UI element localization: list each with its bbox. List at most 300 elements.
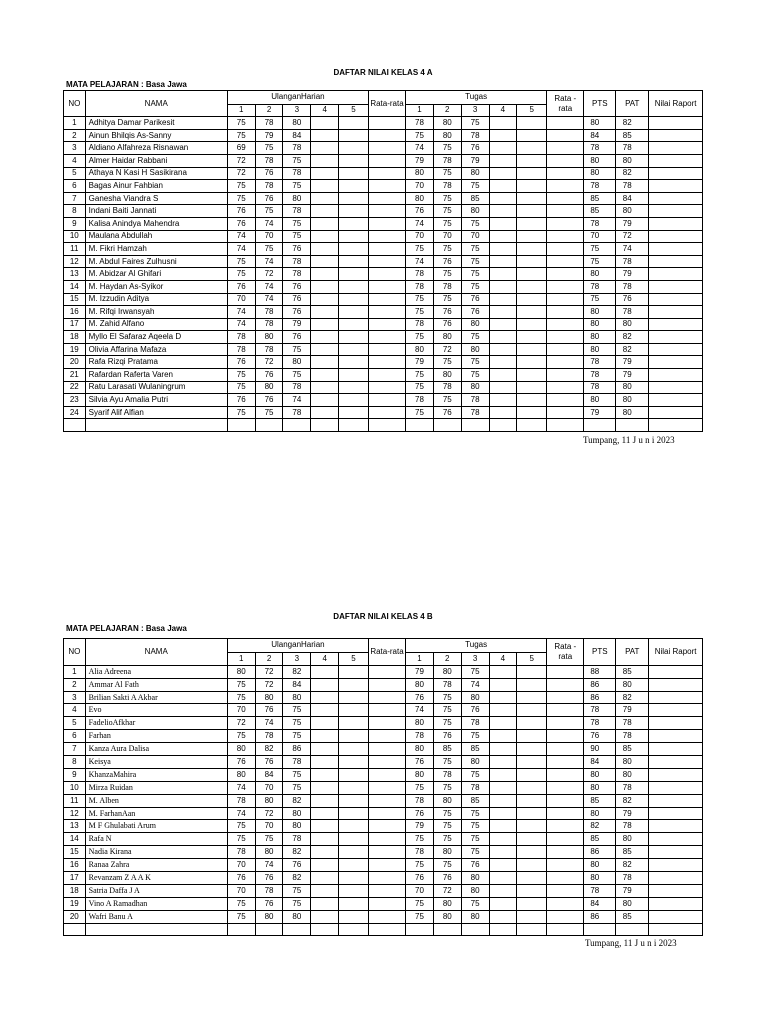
ulangan-empty (339, 268, 369, 281)
grade-table (63, 638, 703, 936)
tugas-score: 75 (461, 820, 489, 833)
ulangan-empty (339, 910, 369, 923)
rata-rata-ulangan (368, 217, 405, 230)
pat-score: 78 (616, 255, 649, 268)
rata-rata-tugas (547, 743, 584, 756)
rata-rata-tugas (547, 717, 584, 730)
nilai-raport (649, 756, 703, 769)
tugas-score: 75 (461, 369, 489, 382)
rata-rata-tugas (547, 794, 584, 807)
tugas-score: 75 (406, 129, 434, 142)
student-name: M. Izzudin Aditya (85, 293, 227, 306)
tugas-score: 75 (433, 807, 461, 820)
rata-rata-tugas (547, 192, 584, 205)
student-name: Rafa Rizqi Pratama (85, 356, 227, 369)
ulangan-empty (339, 142, 369, 155)
pat-score: 78 (616, 142, 649, 155)
header-tugas-2: 2 (433, 652, 461, 665)
rata-rata-ulangan (368, 117, 405, 130)
rata-rata-ulangan (368, 820, 405, 833)
tugas-score: 75 (461, 730, 489, 743)
rata-rata-ulangan (368, 781, 405, 794)
nilai-raport (649, 154, 703, 167)
rata-rata-ulangan (368, 846, 405, 859)
header-tugas-1: 1 (406, 104, 434, 117)
nilai-raport (649, 846, 703, 859)
tugas-empty (489, 154, 517, 167)
table-row (64, 691, 703, 704)
rata-rata-tugas (547, 243, 584, 256)
table-row (64, 704, 703, 717)
tugas-score: 75 (461, 243, 489, 256)
ulangan-score: 75 (227, 369, 255, 382)
tugas-score: 80 (461, 691, 489, 704)
tugas-score: 76 (406, 756, 434, 769)
tugas-empty (489, 255, 517, 268)
tugas-score: 75 (461, 117, 489, 130)
student-name: KhanzaMahira (85, 768, 227, 781)
tugas-score: 85 (461, 192, 489, 205)
tugas-score: 78 (461, 717, 489, 730)
pts-score: 78 (584, 704, 616, 717)
student-name: Revanzam Z A A K (85, 872, 227, 885)
pts-score: 86 (584, 691, 616, 704)
student-name: Olivia Affarina Mafaza (85, 343, 227, 356)
table-row (64, 343, 703, 356)
empty-cell (433, 419, 461, 432)
nilai-raport (649, 691, 703, 704)
rata-rata-tugas (547, 897, 584, 910)
table-row (64, 743, 703, 756)
rata-rata-tugas (547, 369, 584, 382)
header-nama: NAMA (85, 639, 227, 666)
ulangan-score: 75 (283, 230, 311, 243)
ulangan-score: 75 (283, 343, 311, 356)
tugas-empty (517, 678, 547, 691)
tugas-score: 75 (406, 781, 434, 794)
pts-score: 82 (584, 820, 616, 833)
header-nilai-raport: Nilai Raport (649, 91, 703, 117)
ulangan-score: 80 (255, 331, 283, 344)
pts-score: 85 (584, 794, 616, 807)
ulangan-empty (339, 704, 369, 717)
ulangan-empty (311, 794, 339, 807)
ulangan-score: 75 (227, 381, 255, 394)
rata-rata-tugas (547, 230, 584, 243)
tugas-empty (517, 268, 547, 281)
tugas-empty (489, 192, 517, 205)
tugas-score: 75 (406, 331, 434, 344)
empty-cell (616, 923, 649, 936)
tugas-empty (517, 859, 547, 872)
tugas-score: 75 (433, 217, 461, 230)
ulangan-empty (311, 820, 339, 833)
header-ulangan-4: 4 (311, 104, 339, 117)
ulangan-empty (311, 394, 339, 407)
row-number: 7 (64, 192, 86, 205)
ulangan-score: 78 (255, 884, 283, 897)
tugas-score: 79 (461, 154, 489, 167)
ulangan-empty (339, 192, 369, 205)
header-tugas-4: 4 (489, 104, 517, 117)
ulangan-score: 70 (255, 230, 283, 243)
pts-score: 80 (584, 154, 616, 167)
rata-rata-ulangan (368, 768, 405, 781)
rata-rata-tugas (547, 129, 584, 142)
pts-score: 80 (584, 859, 616, 872)
student-name: Farhan (85, 730, 227, 743)
tugas-empty (517, 255, 547, 268)
ulangan-empty (311, 859, 339, 872)
ulangan-empty (311, 807, 339, 820)
rata-rata-ulangan (368, 730, 405, 743)
row-number: 20 (64, 356, 86, 369)
ulangan-score: 74 (255, 717, 283, 730)
row-number: 20 (64, 910, 86, 923)
ulangan-score: 78 (255, 343, 283, 356)
ulangan-score: 74 (227, 807, 255, 820)
rata-rata-tugas (547, 884, 584, 897)
tugas-empty (517, 280, 547, 293)
tugas-score: 75 (433, 167, 461, 180)
rata-rata-tugas (547, 394, 584, 407)
student-name: Ranaa Zahra (85, 859, 227, 872)
tugas-score: 75 (433, 717, 461, 730)
tugas-score: 76 (461, 142, 489, 155)
grade-table (63, 90, 703, 432)
empty-cell (649, 923, 703, 936)
rata-rata-tugas (547, 820, 584, 833)
rata-rata-tugas (547, 406, 584, 419)
pts-score: 70 (584, 230, 616, 243)
ulangan-score: 82 (283, 846, 311, 859)
ulangan-score: 75 (227, 129, 255, 142)
tugas-empty (489, 343, 517, 356)
table-row (64, 293, 703, 306)
ulangan-empty (311, 180, 339, 193)
pat-score: 80 (616, 897, 649, 910)
nilai-raport (649, 280, 703, 293)
ulangan-empty (339, 167, 369, 180)
ulangan-score: 82 (283, 872, 311, 885)
table-row (64, 807, 703, 820)
tugas-empty (517, 781, 547, 794)
ulangan-score: 80 (283, 356, 311, 369)
table-row (64, 794, 703, 807)
table-row (64, 394, 703, 407)
tugas-empty (517, 230, 547, 243)
ulangan-score: 76 (283, 306, 311, 319)
tugas-score: 75 (406, 381, 434, 394)
pts-score: 85 (584, 192, 616, 205)
ulangan-score: 78 (227, 331, 255, 344)
ulangan-score: 78 (283, 167, 311, 180)
ulangan-score: 76 (255, 192, 283, 205)
tugas-score: 75 (461, 331, 489, 344)
rata-rata-ulangan (368, 743, 405, 756)
pts-score: 80 (584, 306, 616, 319)
row-number: 11 (64, 794, 86, 807)
nilai-raport (649, 331, 703, 344)
ulangan-score: 80 (255, 381, 283, 394)
tugas-empty (517, 381, 547, 394)
ulangan-score: 78 (283, 406, 311, 419)
row-number: 22 (64, 381, 86, 394)
student-name: Ganesha Viandra S (85, 192, 227, 205)
rata-rata-tugas (547, 768, 584, 781)
ulangan-score: 78 (283, 205, 311, 218)
empty-cell (368, 419, 405, 432)
ulangan-score: 75 (283, 154, 311, 167)
rata-rata-ulangan (368, 394, 405, 407)
ulangan-score: 75 (227, 910, 255, 923)
tugas-score: 72 (433, 884, 461, 897)
row-number: 2 (64, 129, 86, 142)
ulangan-score: 74 (227, 781, 255, 794)
header-pts: PTS (584, 639, 616, 666)
rata-rata-ulangan (368, 180, 405, 193)
pts-score: 86 (584, 910, 616, 923)
ulangan-score: 74 (227, 318, 255, 331)
empty-cell (311, 923, 339, 936)
tugas-score: 75 (406, 897, 434, 910)
tugas-score: 80 (433, 117, 461, 130)
row-number: 13 (64, 268, 86, 281)
tugas-empty (489, 743, 517, 756)
ulangan-score: 75 (227, 255, 255, 268)
ulangan-score: 75 (283, 704, 311, 717)
tugas-empty (489, 331, 517, 344)
tugas-score: 80 (433, 897, 461, 910)
empty-cell (368, 923, 405, 936)
ulangan-score: 72 (255, 665, 283, 678)
ulangan-score: 74 (255, 280, 283, 293)
row-number: 5 (64, 167, 86, 180)
ulangan-score: 75 (283, 897, 311, 910)
ulangan-empty (339, 318, 369, 331)
tugas-score: 76 (406, 205, 434, 218)
tugas-score: 80 (461, 343, 489, 356)
tugas-score: 70 (406, 884, 434, 897)
pat-score: 79 (616, 268, 649, 281)
pts-score: 78 (584, 217, 616, 230)
tugas-empty (517, 807, 547, 820)
header-ulangan-1: 1 (227, 652, 255, 665)
nilai-raport (649, 293, 703, 306)
tugas-empty (517, 897, 547, 910)
ulangan-empty (311, 154, 339, 167)
rata-rata-tugas (547, 730, 584, 743)
tugas-score: 80 (433, 129, 461, 142)
tugas-score: 76 (433, 730, 461, 743)
header-ulangan-1: 1 (227, 104, 255, 117)
tugas-score: 75 (433, 781, 461, 794)
tugas-score: 75 (433, 691, 461, 704)
empty-cell (461, 923, 489, 936)
ulangan-score: 70 (227, 293, 255, 306)
student-name: Silvia Ayu Amalia Putri (85, 394, 227, 407)
ulangan-score: 78 (227, 846, 255, 859)
tugas-score: 78 (406, 794, 434, 807)
ulangan-empty (311, 293, 339, 306)
table-row (64, 167, 703, 180)
pts-score: 80 (584, 318, 616, 331)
ulangan-score: 76 (283, 280, 311, 293)
ulangan-score: 75 (227, 406, 255, 419)
rata-rata-tugas (547, 781, 584, 794)
ulangan-empty (311, 884, 339, 897)
ulangan-empty (311, 192, 339, 205)
tugas-empty (517, 846, 547, 859)
tugas-empty (489, 794, 517, 807)
ulangan-score: 75 (227, 730, 255, 743)
rata-rata-ulangan (368, 192, 405, 205)
tugas-empty (489, 356, 517, 369)
row-number: 18 (64, 884, 86, 897)
row-number: 14 (64, 280, 86, 293)
ulangan-score: 78 (255, 180, 283, 193)
rata-rata-tugas (547, 205, 584, 218)
ulangan-empty (339, 217, 369, 230)
rata-rata-ulangan (368, 255, 405, 268)
tugas-score: 70 (461, 230, 489, 243)
tugas-score: 78 (461, 129, 489, 142)
ulangan-score: 75 (227, 117, 255, 130)
pat-score: 79 (616, 704, 649, 717)
ulangan-empty (311, 129, 339, 142)
empty-row (64, 419, 703, 432)
ulangan-score: 80 (283, 820, 311, 833)
tugas-score: 75 (461, 807, 489, 820)
rata-rata-ulangan (368, 381, 405, 394)
ulangan-empty (311, 406, 339, 419)
tugas-score: 76 (433, 872, 461, 885)
tugas-empty (517, 293, 547, 306)
rata-rata-tugas (547, 255, 584, 268)
tugas-empty (489, 381, 517, 394)
ulangan-score: 76 (255, 872, 283, 885)
nilai-raport (649, 833, 703, 846)
pat-score: 85 (616, 129, 649, 142)
ulangan-score: 74 (255, 293, 283, 306)
header-rata-rata-ulangan: Rata-rata (368, 91, 405, 117)
pts-score: 80 (584, 781, 616, 794)
rata-rata-tugas (547, 154, 584, 167)
tugas-score: 74 (406, 255, 434, 268)
tugas-empty (517, 192, 547, 205)
nilai-raport (649, 704, 703, 717)
tugas-score: 80 (461, 167, 489, 180)
ulangan-score: 78 (283, 833, 311, 846)
student-name: M. Haydan As-Syikor (85, 280, 227, 293)
ulangan-score: 78 (255, 117, 283, 130)
ulangan-score: 75 (227, 180, 255, 193)
pat-score: 80 (616, 394, 649, 407)
tugas-score: 76 (461, 704, 489, 717)
row-number: 5 (64, 717, 86, 730)
row-number: 4 (64, 704, 86, 717)
ulangan-score: 75 (283, 180, 311, 193)
row-number: 3 (64, 691, 86, 704)
tugas-empty (489, 180, 517, 193)
tugas-score: 78 (433, 381, 461, 394)
table-row (64, 381, 703, 394)
tugas-score: 85 (461, 794, 489, 807)
ulangan-score: 76 (283, 243, 311, 256)
row-number: 4 (64, 154, 86, 167)
pat-score: 82 (616, 117, 649, 130)
tugas-score: 75 (461, 217, 489, 230)
tugas-score: 78 (433, 154, 461, 167)
ulangan-empty (339, 691, 369, 704)
pat-score: 78 (616, 872, 649, 885)
row-number: 23 (64, 394, 86, 407)
nilai-raport (649, 807, 703, 820)
tugas-score: 80 (433, 910, 461, 923)
tugas-score: 80 (406, 678, 434, 691)
table-row (64, 730, 703, 743)
ulangan-empty (311, 268, 339, 281)
pts-score: 86 (584, 678, 616, 691)
tugas-empty (489, 678, 517, 691)
ulangan-score: 76 (227, 872, 255, 885)
rata-rata-tugas (547, 872, 584, 885)
ulangan-empty (339, 807, 369, 820)
ulangan-empty (339, 820, 369, 833)
ulangan-score: 75 (227, 897, 255, 910)
empty-cell (64, 923, 86, 936)
rata-rata-tugas (547, 167, 584, 180)
student-name: M. Alben (85, 794, 227, 807)
pts-score: 80 (584, 331, 616, 344)
ulangan-score: 76 (227, 394, 255, 407)
table-row (64, 318, 703, 331)
row-number: 8 (64, 756, 86, 769)
student-name: Ainun Bhilqis As-Sanny (85, 129, 227, 142)
tugas-empty (517, 872, 547, 885)
tugas-score: 75 (461, 846, 489, 859)
row-number: 7 (64, 743, 86, 756)
row-number: 6 (64, 730, 86, 743)
ulangan-score: 86 (283, 743, 311, 756)
ulangan-empty (311, 117, 339, 130)
tugas-empty (489, 306, 517, 319)
rata-rata-ulangan (368, 268, 405, 281)
empty-cell (517, 923, 547, 936)
tugas-score: 76 (406, 872, 434, 885)
header-nilai-raport: Nilai Raport (649, 639, 703, 666)
ulangan-score: 80 (283, 910, 311, 923)
pts-score: 85 (584, 205, 616, 218)
ulangan-empty (339, 280, 369, 293)
tugas-empty (517, 820, 547, 833)
tugas-empty (489, 730, 517, 743)
empty-cell (489, 923, 517, 936)
nilai-raport (649, 318, 703, 331)
tugas-score: 80 (406, 167, 434, 180)
tugas-empty (489, 243, 517, 256)
signature-date: Tumpang, 11 J u n i 2023 (583, 435, 675, 445)
rata-rata-ulangan (368, 691, 405, 704)
row-number: 6 (64, 180, 86, 193)
student-name: Aldiano Alfahreza Risnawan (85, 142, 227, 155)
table-row (64, 154, 703, 167)
student-name: Keisya (85, 756, 227, 769)
tugas-empty (517, 884, 547, 897)
pat-score: 79 (616, 356, 649, 369)
nilai-raport (649, 117, 703, 130)
rata-rata-ulangan (368, 406, 405, 419)
